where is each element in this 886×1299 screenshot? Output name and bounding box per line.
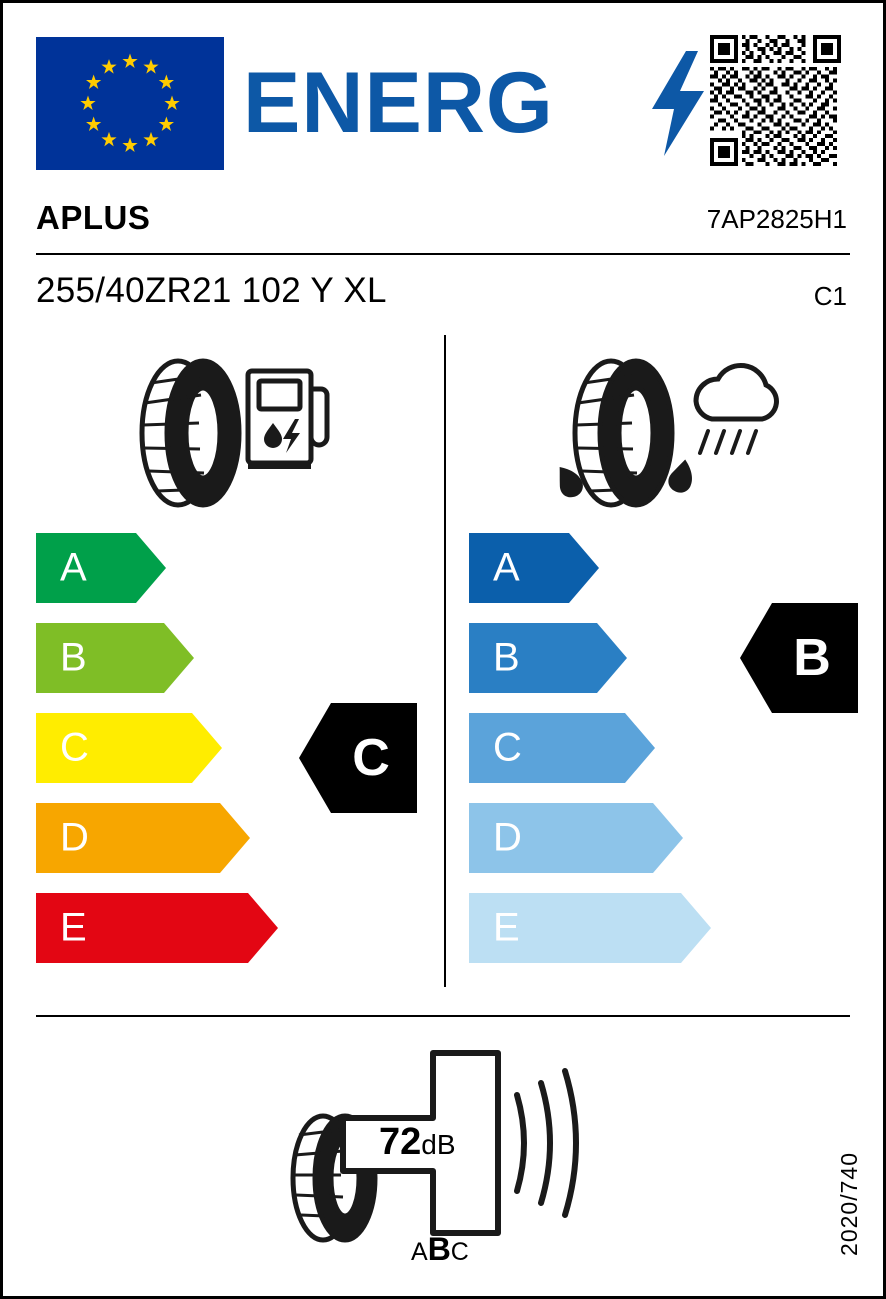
grade-row	[36, 803, 278, 873]
fuel-grade-d	[36, 803, 278, 873]
fuel-grade-a	[36, 533, 278, 603]
grade-row	[469, 533, 711, 603]
grade-row	[36, 533, 278, 603]
noise-value	[379, 1121, 456, 1164]
fuel-grade-b-label: B	[60, 635, 87, 680]
page-title: ENERG	[243, 54, 554, 151]
tyre-class: C1	[813, 281, 847, 311]
energy-bolt-icon	[648, 51, 708, 156]
fuel-pump-tyre-icon	[123, 353, 333, 513]
grade-row	[469, 803, 711, 873]
noise-unit: dB	[421, 1129, 456, 1160]
noise-class-c: C	[450, 1238, 469, 1266]
wet-grade-e	[469, 893, 711, 963]
noise-class-row	[411, 1231, 469, 1268]
wet-grade-b	[469, 623, 711, 693]
grade-row	[469, 713, 711, 783]
wet-grade-a	[469, 533, 711, 603]
loudspeaker-tyre-icon	[283, 1043, 603, 1267]
fuel-grade-e-label: E	[60, 905, 87, 950]
noise-number: 72	[379, 1121, 422, 1163]
grade-row	[36, 893, 278, 963]
eu-flag-icon	[36, 37, 224, 170]
fuel-result-letter: C	[352, 729, 390, 787]
fuel-grade-scale	[36, 533, 278, 983]
grade-row	[36, 713, 278, 783]
fuel-result-badge	[299, 703, 417, 813]
fuel-grade-d-label: D	[60, 815, 89, 860]
wet-grade-b-label: B	[493, 635, 520, 680]
wet-grade-d-label: D	[493, 815, 522, 860]
brand-name: APLUS	[36, 199, 151, 236]
noise-class-a: A	[411, 1238, 428, 1266]
divider-bottom	[36, 1015, 850, 1017]
wet-result-badge	[740, 603, 858, 713]
tyre-size: 255/40ZR21 102 Y XL	[36, 271, 387, 310]
wet-result-letter: B	[793, 629, 831, 687]
fuel-grade-a-label: A	[60, 545, 87, 590]
fuel-grade-b	[36, 623, 278, 693]
qr-code-icon	[710, 35, 841, 166]
divider-top	[36, 253, 850, 255]
wet-grade-c	[469, 713, 711, 783]
wet-grip-grade-scale	[469, 533, 711, 983]
fuel-grade-c	[36, 713, 278, 783]
grade-row	[469, 893, 711, 963]
wet-grade-d	[469, 803, 711, 873]
wet-grade-a-label: A	[493, 545, 520, 590]
fuel-grade-c-label: C	[60, 725, 89, 770]
product-code: 7AP2825H1	[706, 204, 847, 234]
wet-grade-c-label: C	[493, 725, 522, 770]
grade-row	[469, 623, 711, 693]
regulation-reference: 2020/740	[836, 1152, 862, 1256]
wet-grade-e-label: E	[493, 905, 520, 950]
divider-center	[444, 335, 446, 987]
grade-row	[36, 623, 278, 693]
noise-class-b: B	[427, 1231, 451, 1267]
rain-cloud-tyre-icon	[536, 353, 786, 518]
fuel-grade-e	[36, 893, 278, 963]
